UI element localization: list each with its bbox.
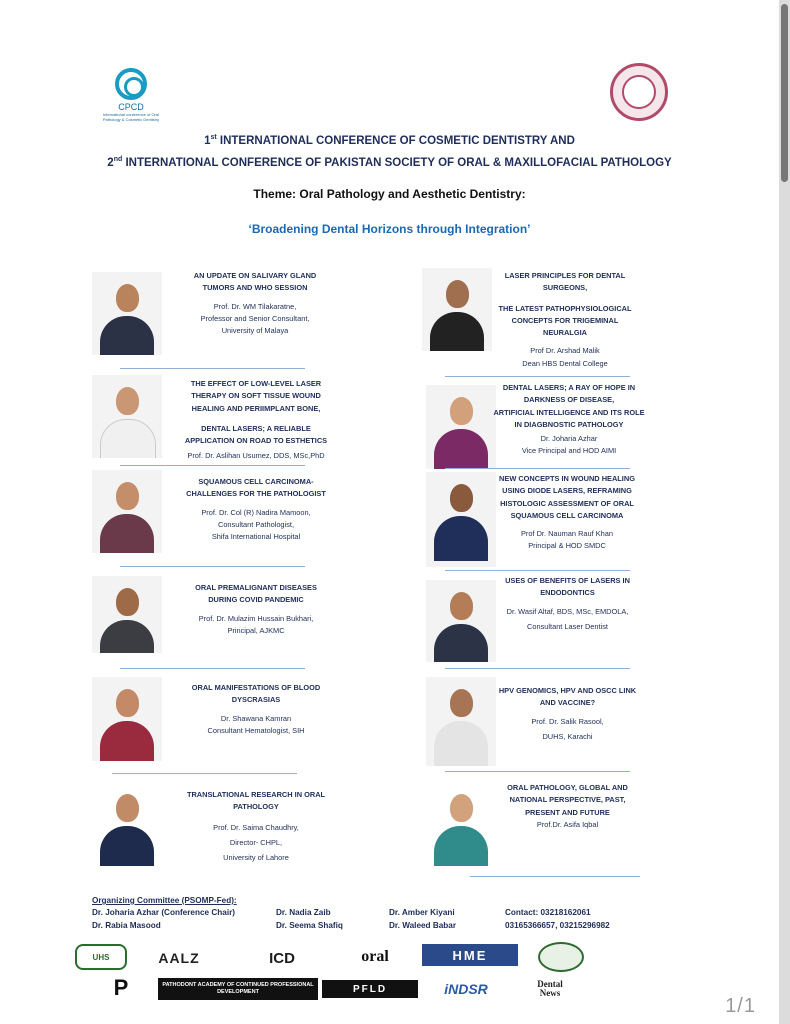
talk-block: DENTAL LASERS; A RAY OF HOPE IN DARKNESS OF DISEASE, ARTIFICIAL INTELLIGENCE AND ITS ROLE IN DIAGBNOSTIC PATHOLOGY Dr. Joharia Azhar Vice Principal and HOD AIMI: [493, 383, 645, 456]
speaker-photo: [92, 470, 162, 553]
speaker-photo: [92, 272, 162, 355]
divider: [445, 668, 630, 669]
sponsor-logo-hme: HME: [422, 944, 518, 966]
talk-block: USES OF BENEFITS OF LASERS IN ENDODONTICS Dr. Wasif Altaf, BDS, MSc, EMDOLA, Consultant Laser Dentist: [505, 576, 630, 631]
divider: [445, 570, 630, 571]
sponsor-logo-pfld: PFLD: [322, 980, 418, 998]
talk-block: AN UPDATE ON SALIVARY GLAND TUMORS AND WHO SESSION Prof. Dr. WM Tilakaratne, Professor and Senior Consultant, University of Malaya: [193, 271, 317, 336]
talk-block: LASER PRINCIPLES FOR DENTAL SURGEONS, THE LATEST PATHOPHYSIOLOGICAL CONCEPTS FOR TRIGEMINAL NEURALGIA Prof Dr. Arshad Malik Dean HBS Dental College: [498, 271, 632, 368]
talk-block: ORAL PREMALIGNANT DISEASES DURING COVID PANDEMIC Prof. Dr. Mulazim Hussain Bukhari, Principal, AJKMC: [195, 583, 317, 635]
speaker-photo: [426, 782, 496, 866]
speaker-photo: [92, 375, 162, 458]
contact-line: Contact: 03218162061: [505, 908, 591, 917]
speaker-photo: [426, 677, 496, 766]
page-indicator: 1/1: [725, 995, 756, 1017]
vertical-scrollbar[interactable]: [779, 0, 790, 1024]
cpcd-logo: [100, 68, 162, 122]
divider: [445, 771, 630, 772]
conference-title-line1: 1st INTERNATIONAL CONFERENCE OF COSMETIC DENTISTRY AND: [204, 134, 575, 147]
talk-block: ORAL MANIFESTATIONS OF BLOOD DYSCRASIAS Dr. Shawana Kamran Consultant Hematologist, SIH: [191, 683, 321, 735]
talk-block: ORAL PATHOLOGY, GLOBAL AND NATIONAL PERSPECTIVE, PAST, PRESENT AND FUTURE Prof.Dr. Asifa Iqbal: [507, 783, 628, 829]
divider: [112, 773, 297, 774]
committee-member: Dr. Seema Shafiq: [276, 921, 343, 930]
talk-block: NEW CONCEPTS IN WOUND HEALING USING DIODE LASERS, REFRAMING HISTOLOGIC ASSESSMENT OF ORAL SQUAMOUS CELL CARCINOMA Prof Dr. Nauman Rauf Khan Principal & HOD SMDC: [499, 474, 635, 551]
divider: [445, 468, 630, 469]
sponsor-logo-oral-pathology: oral: [361, 948, 389, 965]
speaker-photo: [426, 580, 496, 662]
cpcd-logo-label: CPCD: [118, 102, 144, 112]
sponsor-logo-uhs: UHS: [75, 944, 127, 970]
divider: [470, 876, 640, 877]
contact-line: 03165366657, 03215296982: [505, 921, 610, 930]
conference-title-line2: 2nd INTERNATIONAL CONFERENCE OF PAKISTAN SOCIETY OF ORAL & MAXILLOFACIAL PATHOLOGY: [107, 156, 672, 169]
cpcd-logo-subtitle: International conference of Oral Pathology & Cosmetic Dentistry: [102, 112, 160, 122]
divider: [120, 566, 305, 567]
speaker-photo: [426, 472, 496, 567]
divider: [120, 668, 305, 669]
cpcd-logo-icon: [115, 68, 147, 100]
speaker-photo: [92, 782, 162, 866]
talk-block: SQUAMOUS CELL CARCINOMA- CHALLENGES FOR THE PATHOLOGIST Prof. Dr. Col (R) Nadira Mamoon, Consultant Pathologist, Shifa International Hospital: [186, 477, 326, 542]
committee-member: Dr. Rabia Masood: [92, 921, 161, 930]
psomp-seal-logo: [610, 63, 668, 121]
sponsor-logo-dental-news: Dental News: [537, 979, 563, 998]
talk-block: TRANSLATIONAL RESEARCH IN ORAL PATHOLOGY Prof. Dr. Saima Chaudhry, Director- CHPL, University of Lahore: [186, 790, 326, 862]
theme-heading: Theme: Oral Pathology and Aesthetic Dentistry:: [253, 187, 526, 201]
committee-member: Dr. Joharia Azhar (Conference Chair): [92, 908, 236, 917]
sponsor-logo-seal: [538, 942, 584, 972]
speaker-photo: [422, 268, 492, 351]
sponsor-logo-pathodont-p: P: [113, 975, 129, 1000]
speaker-photo: [92, 677, 162, 761]
sponsor-logo-pathodont-academy: PATHODONT ACADEMY OF CONTINUED PROFESSIONAL DEVELOPMENT: [158, 978, 318, 1000]
sponsor-logo-indsr: iNDSR: [444, 981, 488, 997]
divider: [120, 465, 305, 466]
organizing-committee-heading: Organizing Committee (PSOMP-Fed):: [92, 896, 237, 905]
tagline: ‘Broadening Dental Horizons through Integration’: [248, 222, 531, 236]
divider: [120, 368, 305, 369]
committee-member: Dr. Amber Kiyani: [389, 908, 455, 917]
sponsor-logo-aalz: AALZ: [158, 950, 200, 966]
scrollbar-thumb[interactable]: [781, 4, 788, 182]
talk-block: HPV GENOMICS, HPV AND OSCC LINK AND VACCINE? Prof. Dr. Salik Rasool, DUHS, Karachi: [498, 686, 637, 741]
speaker-photo: [92, 576, 162, 653]
sponsor-logo-icd: ICD: [269, 949, 295, 967]
talk-block: THE EFFECT OF LOW-LEVEL LASER THERAPY ON SOFT TISSUE WOUND HEALING AND PERIIMPLANT BONE, DENTAL LASERS; A RELIABLE APPLICATION ON ROAD TO ESTHETICS Prof. Dr. Aslihan Usumez, DDS, MSc,PhD: [184, 379, 328, 461]
committee-member: Dr. Nadia Zaib: [276, 908, 331, 917]
committee-member: Dr. Waleed Babar: [389, 921, 457, 930]
speaker-photo: [426, 385, 496, 469]
divider: [445, 376, 630, 377]
